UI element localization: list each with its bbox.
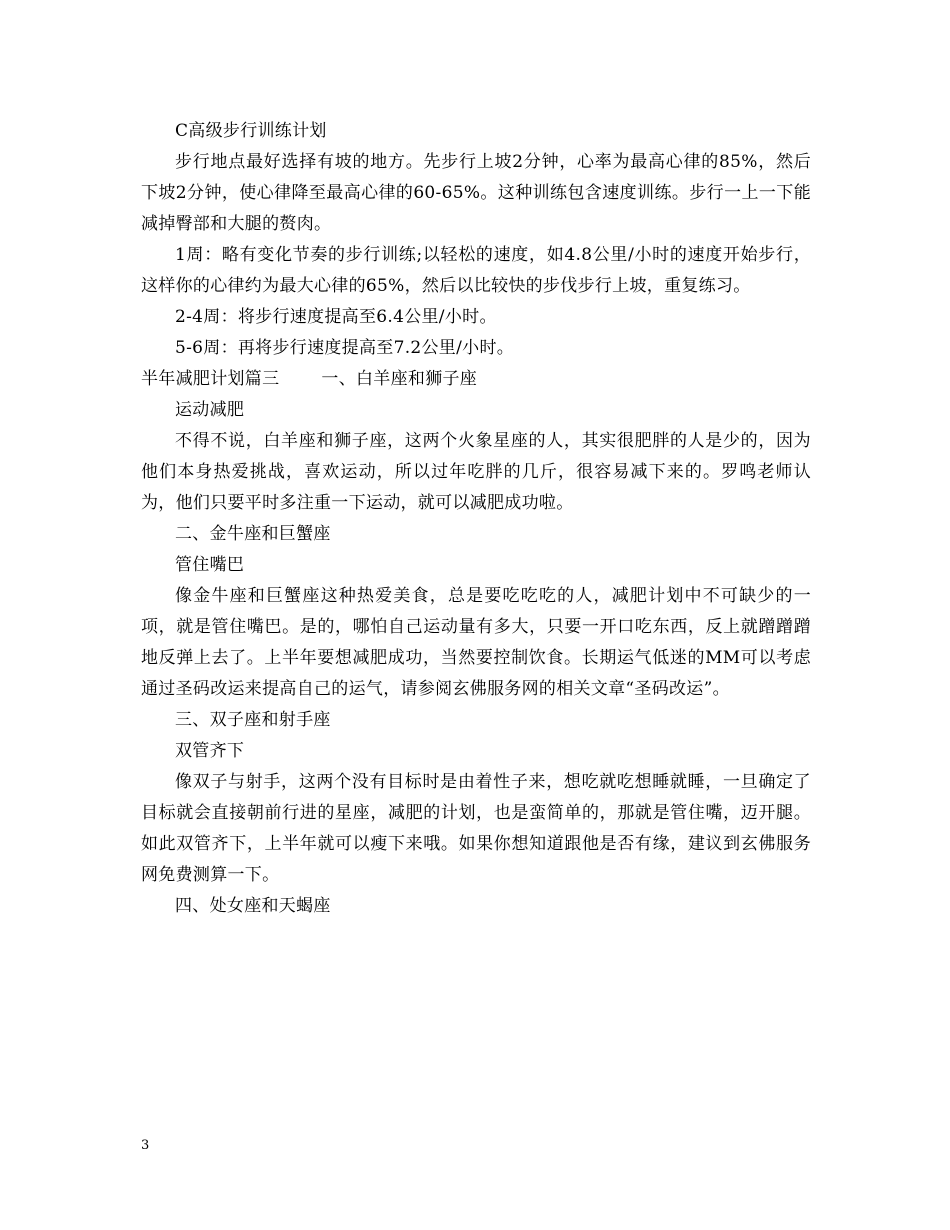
aries-leo-paragraph: 不得不说，白羊座和狮子座，这两个火象星座的人，其实很肥胖的人是少的，因为他们本身热爱挑战，喜欢运动，所以过年吃胖的几斤，很容易减下来的。罗鸣老师认为，他们只要平时多注重一下运动，就可以减肥成功啦。 bbox=[141, 431, 811, 513]
virgo-scorpio-heading: 四、处女座和天蝎座 bbox=[175, 896, 331, 916]
double-approach-heading: 双管齐下 bbox=[175, 741, 245, 761]
taurus-cancer-heading: 二、金牛座和巨蟹座 bbox=[175, 524, 331, 544]
week-5-6-paragraph: 5-6周：再将步行速度提高至7.2公里/小时。 bbox=[175, 338, 515, 358]
gemini-sagittarius-paragraph: 像双子与射手，这两个没有目标时是由着性子来，想吃就吃想睡就睡，一旦确定了目标就会直接朝前行进的星座，减肥的计划，也是蛮简单的，那就是管住嘴，迈开腿。如此双管齐下，上半年就可以瘦下来哦。如果你想知道跟他是否有缘，建议到玄佛服务网免费测算一下。 bbox=[141, 772, 811, 885]
exercise-weight-loss-heading: 运动减肥 bbox=[175, 400, 245, 420]
section-heading bbox=[141, 364, 811, 395]
section-subtitle: 一、白羊座和狮子座 bbox=[321, 369, 478, 389]
document-body bbox=[141, 116, 811, 922]
control-mouth-heading: 管住嘴巴 bbox=[175, 555, 245, 575]
section-title: 半年减肥计划篇三 bbox=[141, 369, 280, 389]
page-number: 3 bbox=[141, 1138, 150, 1153]
plan-heading: C高级步行训练计划 bbox=[175, 121, 327, 141]
week-1-paragraph: 1周：略有变化节奏的步行训练;以轻松的速度，如4.8公里/小时的速度开始步行，这样你的心律约为最大心律的65%，然后以比较快的步伐步行上坡，重复练习。 bbox=[141, 245, 811, 296]
gemini-sagittarius-heading: 三、双子座和射手座 bbox=[175, 710, 331, 730]
week-2-4-paragraph: 2-4周：将步行速度提高至6.4公里/小时。 bbox=[175, 307, 497, 327]
taurus-cancer-paragraph: 像金牛座和巨蟹座这种热爱美食，总是要吃吃吃的人，减肥计划中不可缺少的一项，就是管住嘴巴。是的，哪怕自己运动量有多大，只要一开口吃东西，反上就蹭蹭蹭地反弹上去了。上半年要想减肥成功，当然要控制饮食。长期运气低迷的MM可以考虑通过圣码改运来提高自己的运气，请参阅玄佛服务网的相关文章“圣码改运”。 bbox=[141, 586, 811, 699]
walking-location-paragraph: 步行地点最好选择有坡的地方。先步行上坡2分钟，心率为最高心律的85%，然后下坡2分钟，使心律降至最高心律的60-65%。这种训练包含速度训练。步行一上一下能减掉臀部和大腿的赘肉。 bbox=[141, 152, 811, 234]
